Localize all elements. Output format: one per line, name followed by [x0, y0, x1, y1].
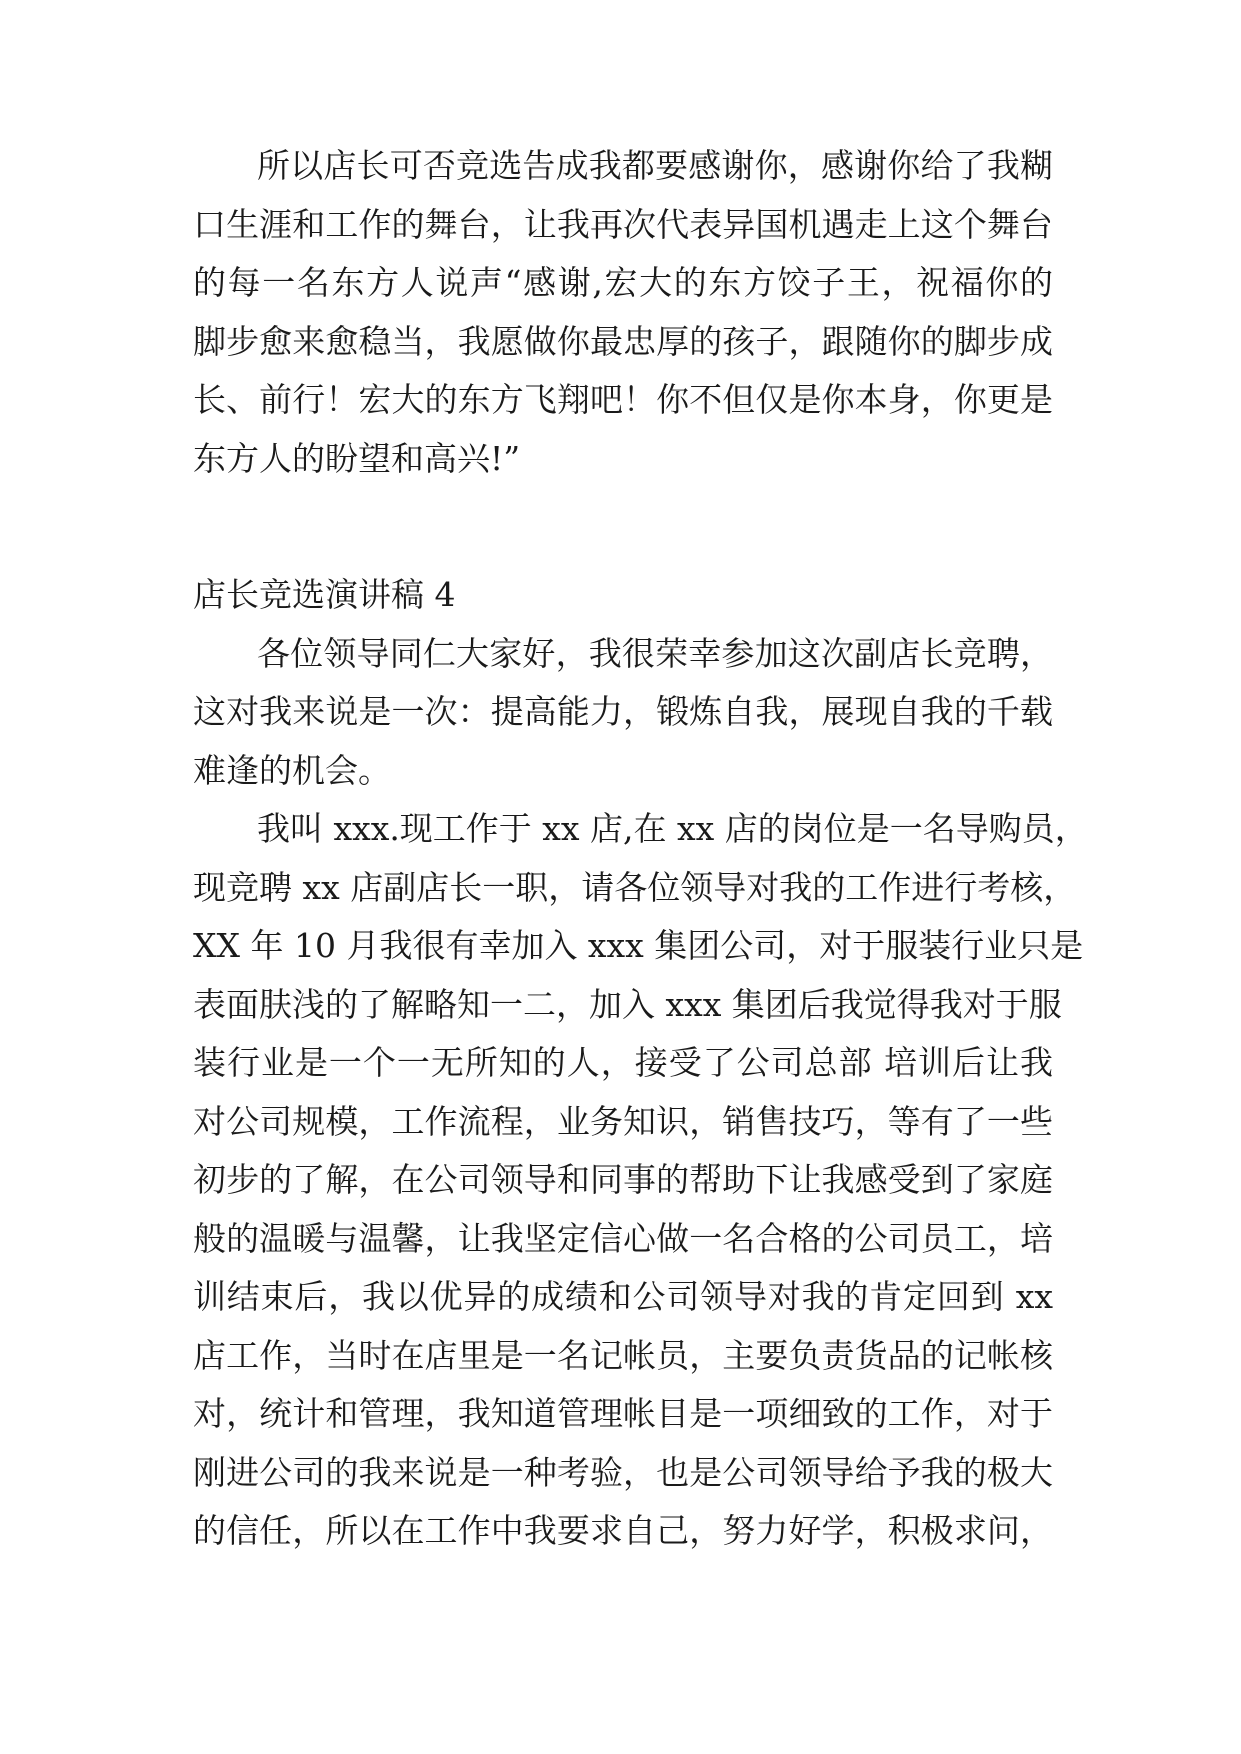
paragraph-3-line-1: 我叫 xxx.现工作于 xx 店,在 xx 店的岗位是一名导购员， [257, 809, 1088, 848]
paragraph-1-line-4: 脚步愈来愈稳当，我愿做你最忠厚的孩子，跟随你的脚步成 [193, 322, 1053, 361]
paragraph-3-line-3: XX 年 10 月我很有幸加入 xxx 集团公司，对于服装行业只是 [193, 926, 1084, 965]
paragraph-3-line-2: 现竞聘 xx 店副店长一职，请各位领导对我的工作进行考核， [193, 868, 1077, 907]
paragraph-1-line-5: 长、前行！宏大的东方飞翔吧！你不但仅是你本身，你更是 [193, 380, 1053, 419]
paragraph-3-line-5: 装行业是一个一无所知的人，接受了公司总部 培训后让我 [193, 1043, 1053, 1082]
paragraph-3-line-12: 刚进公司的我来说是一种考验，也是公司领导给予我的极大 [193, 1453, 1053, 1492]
paragraph-3-line-7: 初步的了解，在公司领导和同事的帮助下让我感受到了家庭 [193, 1160, 1053, 1199]
paragraph-1-line-1: 所以店长可否竞选告成我都要感谢你，感谢你给了我糊 [257, 146, 1053, 185]
section-title: 店长竞选演讲稿 4 [193, 575, 456, 614]
paragraph-1-line-2: 口生涯和工作的舞台，让我再次代表异国机遇走上这个舞台 [193, 205, 1053, 244]
paragraph-2-line-1: 各位领导同仁大家好，我很荣幸参加这次副店长竞聘， [257, 634, 1053, 673]
paragraph-3-line-4: 表面肤浅的了解略知一二，加入 xxx 集团后我觉得我对于服 [193, 985, 1062, 1024]
paragraph-2-line-2: 这对我来说是一次：提高能力，锻炼自我，展现自我的千载 [193, 692, 1053, 731]
paragraph-3-line-6: 对公司规模，工作流程，业务知识，销售技巧，等有了一些 [193, 1102, 1053, 1141]
paragraph-3-line-10: 店工作，当时在店里是一名记帐员，主要负责货品的记帐核 [193, 1336, 1053, 1375]
paragraph-3-line-13: 的信任，所以在工作中我要求自己，努力好学，积极求问， [193, 1511, 1053, 1550]
paragraph-3-line-8: 般的温暖与温馨，让我坚定信心做一名合格的公司员工，培 [193, 1219, 1053, 1258]
paragraph-3-line-9: 训结束后，我以优异的成绩和公司领导对我的肯定回到 xx [193, 1277, 1053, 1316]
paragraph-2-line-3: 难逢的机会。 [193, 751, 391, 790]
paragraph-1-line-3: 的每一名东方人说声“感谢,宏大的东方饺子王，祝福你的 [193, 263, 1053, 302]
paragraph-3-line-11: 对，统计和管理，我知道管理帐目是一项细致的工作，对于 [193, 1394, 1053, 1433]
paragraph-1-line-6: 东方人的盼望和高兴!” [193, 439, 521, 478]
